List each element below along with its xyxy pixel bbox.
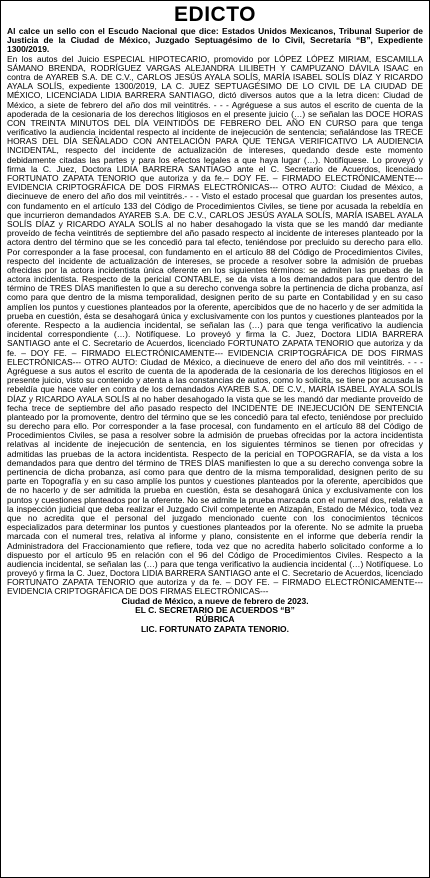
seal-description: Al calce un sello con el Escudo Nacional que dice: Estados Unidos Mexicanos, Tribunal Superior de Justicia de la Ciudad de México, Juzgado Septuagésimo de lo Civil, Secretaría “B”, Expediente 1300/2019. [7, 26, 423, 55]
signature-mark: RÚBRICA [195, 614, 235, 625]
signer-name: LIC. FORTUNATO ZAPATA TENORIO. [141, 623, 289, 634]
signer-title: EL C. SECRETARIO DE ACUERDOS “B” [135, 604, 295, 615]
signature-block [7, 597, 423, 634]
edict-title: EDICTO [174, 3, 256, 26]
place-date: Ciudad de México, a nueve de febrero de 2023. [121, 595, 309, 606]
edict-body: En los autos del Juicio ESPECIAL HIPOTECARIO, promovido por LÓPEZ LÓPEZ MIRIAM, ESCAMILLA SÁMANO BRENDA, RODRÍGUEZ VARGAS ALEJANDRA LILIBETH Y CAMPUZANO DÁVILA ISAAC en contra de AYAREB S.A. DE C.V., CARLOS JESÚS AYALA SOLÍS, MARÍA ISABEL SOLÍS DÍAZ Y RICARDO AYALA SOLÍS, expediente 1300/2019, LA C. JUEZ SEPTUAGÉSIMO DE LO CIVIL DE LA CIUDAD DE MÉXICO, LICENCIADA LIDIA BARRERA SANTIAGO, dictó diversos autos que a la letra dicen: Ciudad de México, a siete de febrero del año dos mil veintitrés. - - - Agréguese a sus autos el escrito de cuenta de la apoderada de la cesionaria de los derechos litigiosos en el presente juicio (…) se señalan las DOCE HORAS CON TREINTA MINUTOS DEL DÍA VEINTIDÓS DE FEBRERO DEL AÑO EN CURSO para que tenga verificativo la audiencia incidental respecto al incidente de inejecución de sentencia; señalándose las TRECE HORAS DEL DÍA SEÑALADO CON ANTELACIÓN PARA QUE TENGA VERIFICATIVO LA AUDIENCIA INCIDENTAL, respecto del incidente de actualización de intereses, quedando desde este momento debidamente citadas las partes y para los efectos legales a que haya lugar (…). Notifíquese. Lo proveyó y firma la C. Juez, Doctora LIDIA BARRERA SANTIAGO ante el C. Secretario de Acuerdos, licenciado FORTUNATO ZAPATA TENORIO que autoriza y da fe.– DOY FE. – FIRMADO ELECTRÓNICAMENTE---EVIDENCIA CRIPTOGRÁFICA DE DOS FIRMAS ELECTRÓNICAS--- OTRO AUTO: Ciudad de México, a diecinueve de enero del año dos mil veintitrés.- - - Visto el estado procesal que guardan los presentes autos, con fundamento en el artículo 133 del Código de Procedimientos Civiles, se tiene por acusada la rebeldía en que incurrieron demandados AYAREB S.A. DE C.V., CARLOS JESÚS AYALA SOLÍS, MARÍA ISABEL AYALA SOLÍS DÍAZ y RICARDO AYALA SOLÍS al no haber desahogado la vista que se les mandó dar mediante proveído de fecha veintitrés de septiembre del año pasado respecto al incidente de intereses planteado por la actora dentro del término que se les concedió para tal efecto, teniéndose por precluido su derecho para ello. Por corresponder a la fase procesal, con fundamento en el artículo 88 del Código de Procedimientos Civiles, respecto del incidente de actualización de intereses, se procede a resolver sobre la admisión de pruebas ofrecidas por la actora incidentista única oferente en los siguientes términos: se admiten las pruebas de la actora incidentista. Respecto de la pericial CONTABLE, se da vista a los demandados para que dentro del término de TRES DÍAS manifiesten lo que a su derecho convenga sobre la pertinencia de dicha probanza, así como para que dentro de la misma temporalidad, designen perito de su parte en Contabilidad y en su caso amplíen los puntos y cuestiones planteados por la oferente, apercibidos que de no hacerlo y de ser admitida la prueba en cuestión, ésta se desahogará única y exclusivamente con los puntos y cuestiones planteados por la oferente. Respecto a la audiencia incidental, se señalan las (…) para que tenga verificativo la audiencia incidental correspondiente (…). Notifíquese. Lo proveyó y firma la C. Juez, Doctora LIDIA BARRERA SANTIAGO ante el C. Secretario de Acuerdos, licenciado FORTUNATO ZAPATA TENORIO que autoriza y da fe. – DOY FE. – FIRMADO ELECTRÓNICAMENTE--- EVIDENCIA CRIPTOGRÁFICA DE DOS FIRMAS ELECTRÓNICAS--- OTRO AUTO: Ciudad de México, a diecinueve de enero del año dos mil veintitrés. - - - Agréguese a sus autos el escrito de cuenta de la apoderada de la cesionaria de los derechos litigiosos en el presente juicio, visto su contenido y atenta a las constancias de autos, como lo solicita, se tiene por acusada la rebeldía que hace valer en contra de los demandados AYAREB S.A. DE C.V., MARÍA ISABEL AYALA SOLÍS DÍAZ y RICARDO AYALA SOLÍS al no haber desahogado la vista que se les mandó dar mediante proveído de fecha trece de septiembre del año pasado respecto del INCIDENTE DE INEJECUCIÓN DE SENTENCIA planteado por la promovente, dentro del término que se les concedió para tal efecto, teniéndose por precluido su derecho para ello. Por corresponder a la fase procesal, con fundamento en el artículo 88 del Código de Procedimientos Civiles, se pasa a resolver sobre la admisión de pruebas ofrecidas por la actora incidentista relativas al incidente de inejecución de sentencia, en los siguientes términos se tienen por ofrecidas y admitidas las pruebas de la actora incidentista. Respecto de la pericial en TOPOGRAFÍA, se da vista a los demandados para que dentro del término de TRES DÍAS manifiesten lo que a su derecho convenga sobre la pertinencia de dicha probanza, así como para que dentro de la misma temporalidad, designen perito de su parte en Topografía y en su caso amplíe los puntos y cuestiones planteados por la oferente, apercibidos que de no hacerlo y de ser admitida la prueba en cuestión, ésta se desahogará única y exclusivamente con los puntos y cuestiones planteados por la oferente. No se admite la prueba marcada con el numeral dos, relativa a la inspección judicial que deba realizar el Juzgado Civil competente en Atizapán, Estado de México, toda vez que no acredita que el personal del juzgado mencionado cuente con los conocimientos técnicos especializados para determinar los puntos y cuestiones planteados por la oferente. No se admite la prueba marcada con el numeral tres, relativa al informe y plano, consistente en el informe que debería rendir la Administradora del Fraccionamiento que refiere, toda vez que no acredita haberlo solicitado conforme a lo dispuesto por el artículo 95 en relación con el 96 del Código de Procedimientos Civiles. Respecto a la audiencia incidental, se señalan las (…) para que tenga verificativo la audiencia incidental (…) Notifíquese. Lo proveyó y firma la C. Juez, Doctora LIDIA BARRERA SANTIAGO ante el C. Secretario de Acuerdos, licenciado FORTUNATO ZAPATA TENORIO que autoriza y da fe. – DOY FE. – FIRMADO ELECTRÓNICAMENTE--- EVIDENCIA CRIPTOGRÁFICA DE DOS FIRMAS ELECTRÓNICAS--- [7, 53, 423, 597]
